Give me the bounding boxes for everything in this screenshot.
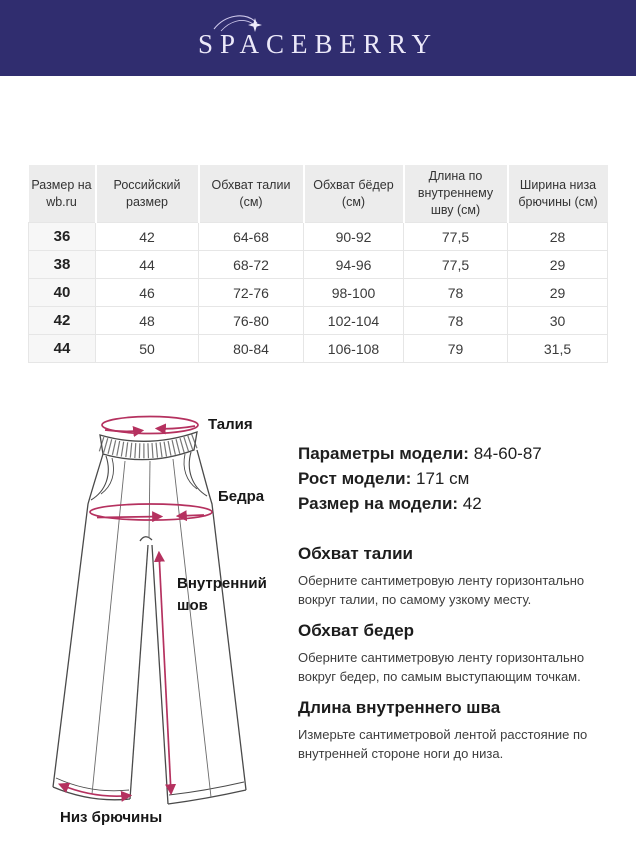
hem-label: Низ брючины bbox=[60, 809, 163, 826]
cell-hem: 30 bbox=[508, 307, 608, 335]
guide-waist-title: Обхват талии bbox=[298, 544, 413, 563]
cell-waist: 80-84 bbox=[199, 335, 304, 363]
model-size-label: Размер на модели: bbox=[298, 494, 459, 513]
cell-hips: 98-100 bbox=[304, 279, 404, 307]
table-row bbox=[29, 251, 608, 279]
cell-ru-size: 44 bbox=[96, 251, 199, 279]
guide-inseam-text: Измерьте сантиметровой лентой расстояние по внутренней стороне ноги до низа. bbox=[298, 727, 588, 761]
cell-waist: 68-72 bbox=[199, 251, 304, 279]
model-parameters-value: 84-60-87 bbox=[473, 444, 542, 463]
cell-waist: 72-76 bbox=[199, 279, 304, 307]
col-header-ru-size: Российский размер bbox=[96, 165, 199, 223]
table-row bbox=[29, 335, 608, 363]
table-row bbox=[29, 307, 608, 335]
cell-hem: 31,5 bbox=[508, 335, 608, 363]
cell-hips: 102-104 bbox=[304, 307, 404, 335]
guide-waist-section bbox=[298, 544, 610, 609]
cell-size: 36 bbox=[29, 223, 96, 251]
guide-hips-text: Оберните сантиметровую ленту горизонтально вокруг бедер, по самым выступающим точкам. bbox=[298, 650, 585, 684]
guide-hips-section bbox=[298, 621, 610, 686]
table-row bbox=[29, 223, 608, 251]
cell-ru-size: 48 bbox=[96, 307, 199, 335]
model-size-line bbox=[298, 491, 618, 516]
col-header-inseam: Длина по внутреннему шву (см) bbox=[404, 165, 508, 223]
cell-size: 40 bbox=[29, 279, 96, 307]
guide-hips-title: Обхват бедер bbox=[298, 621, 415, 640]
cell-ru-size: 50 bbox=[96, 335, 199, 363]
size-table bbox=[28, 165, 608, 363]
model-info-block bbox=[298, 441, 618, 516]
hips-arrow-right bbox=[97, 517, 161, 518]
model-height-label: Рост модели: bbox=[298, 469, 412, 488]
cell-hips: 94-96 bbox=[304, 251, 404, 279]
cell-hips: 90-92 bbox=[304, 223, 404, 251]
col-header-hem-width: Ширина низа брючины (см) bbox=[508, 165, 608, 223]
model-parameters-label: Параметры модели: bbox=[298, 444, 469, 463]
col-header-waist: Обхват талии (см) bbox=[199, 165, 304, 223]
cell-size: 42 bbox=[29, 307, 96, 335]
guide-waist-text: Оберните сантиметровую ленту горизонтально вокруг талии, по самому узкому месту. bbox=[298, 573, 585, 607]
guide-inseam-section bbox=[298, 698, 610, 763]
waist-arrow-left bbox=[157, 426, 195, 429]
cell-inseam: 77,5 bbox=[404, 223, 508, 251]
cell-inseam: 77,5 bbox=[404, 251, 508, 279]
inner-seam-label-line2: шов bbox=[177, 597, 208, 614]
cell-inseam: 78 bbox=[404, 279, 508, 307]
cell-inseam: 79 bbox=[404, 335, 508, 363]
hips-label: Бедра bbox=[218, 488, 265, 505]
model-parameters-line bbox=[298, 441, 618, 466]
cell-hem: 28 bbox=[508, 223, 608, 251]
col-header-hips: Обхват бёдер (см) bbox=[304, 165, 404, 223]
waist-label: Талия bbox=[208, 416, 253, 433]
cell-ru-size: 42 bbox=[96, 223, 199, 251]
cell-size: 44 bbox=[29, 335, 96, 363]
inner-seam-label-line1: Внутренний bbox=[177, 575, 267, 592]
table-row bbox=[29, 279, 608, 307]
model-size-value: 42 bbox=[462, 494, 482, 513]
brand-header bbox=[0, 0, 636, 76]
brand-logo: SPACEBERRY bbox=[197, 28, 439, 59]
hips-arrow-left bbox=[178, 515, 204, 516]
waistband bbox=[100, 432, 197, 460]
cell-hem: 29 bbox=[508, 251, 608, 279]
waist-arrow-right bbox=[105, 430, 142, 431]
cell-size: 38 bbox=[29, 251, 96, 279]
guide-inseam-title: Длина внутреннего шва bbox=[298, 698, 501, 717]
cell-waist: 64-68 bbox=[199, 223, 304, 251]
model-height-line bbox=[298, 466, 618, 491]
col-header-wb-size: Размер на wb.ru bbox=[29, 165, 96, 223]
cell-waist: 76-80 bbox=[199, 307, 304, 335]
cell-hips: 106-108 bbox=[304, 335, 404, 363]
cell-inseam: 78 bbox=[404, 307, 508, 335]
size-table-header-row bbox=[29, 165, 608, 223]
model-height-value: 171 см bbox=[415, 469, 470, 488]
cell-hem: 29 bbox=[508, 279, 608, 307]
pants-measurement-diagram bbox=[25, 398, 295, 838]
cell-ru-size: 46 bbox=[96, 279, 199, 307]
